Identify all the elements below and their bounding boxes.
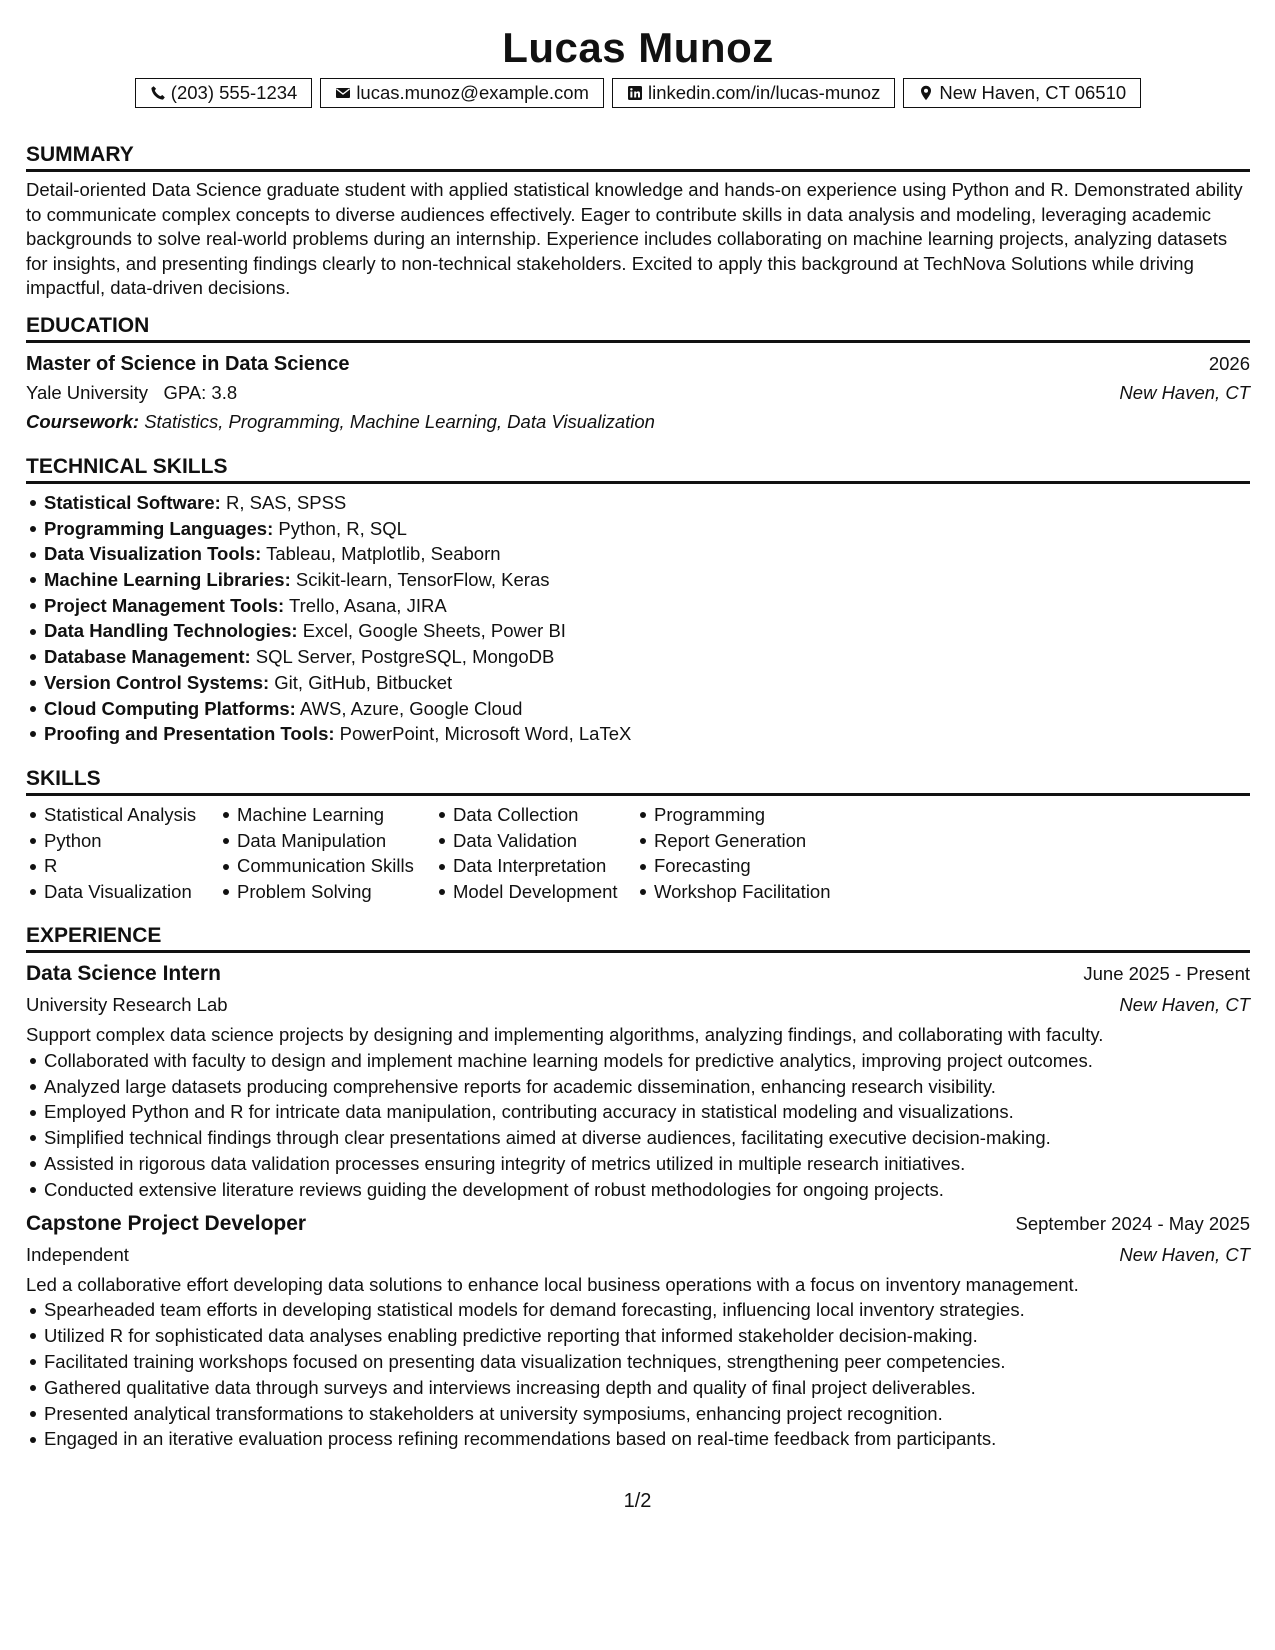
skills-section [26, 765, 1250, 905]
job-org: University Research Lab [26, 994, 228, 1015]
list-item: Analyzed large datasets producing comprehensive reports for academic dissemination, enhancing research visibility. [26, 1074, 1250, 1100]
school-name: Yale University [26, 382, 149, 403]
section-title: SKILLS [26, 765, 1250, 796]
summary-text: Detail-oriented Data Science graduate student with applied statistical knowledge and hands-on experience using Python and R. Demonstrated ability to communicate complex concepts to diverse audiences effectively. Eager to contribute skills in data analysis and modeling, leveraging academic backgrounds to solve real-world problems during an internship. Experience includes collaborating on machine learning projects, analyzing datasets for insights, and presenting findings clearly to non-technical stakeholders. Excited to apply this background at TechNova Solutions while driving impactful, data-driven decisions. [26, 179, 1243, 298]
list-item [26, 490, 1250, 516]
job-dates: June 2025 - Present [1083, 963, 1250, 984]
school-location: New Haven, CT [1119, 382, 1250, 403]
list-item: Machine Learning [219, 802, 435, 828]
degree-title: Master of Science in Data Science [26, 353, 350, 375]
skill-values: SQL Server, PostgreSQL, MongoDB [255, 646, 555, 668]
skills-column [636, 802, 856, 905]
job-location: New Haven, CT [1119, 994, 1250, 1015]
list-item [26, 644, 1250, 670]
list-item: Data Interpretation [435, 853, 636, 879]
list-item: Model Development [435, 879, 636, 905]
skill-category: Machine Learning Libraries: [44, 569, 291, 591]
skill-values: Trello, Asana, JIRA [289, 594, 447, 616]
job-bullets [26, 1048, 1250, 1203]
coursework-row [26, 407, 1250, 436]
degree-year: 2026 [1208, 353, 1250, 374]
skill-values: AWS, Azure, Google Cloud [299, 697, 523, 719]
job-header [26, 1209, 1250, 1239]
skill-category: Project Management Tools: [44, 594, 285, 616]
job-dates: September 2024 - May 2025 [1015, 1212, 1250, 1234]
list-item [26, 593, 1250, 619]
section-title: EXPERIENCE [26, 922, 1250, 953]
skill-values: Excel, Google Sheets, Power BI [302, 620, 566, 642]
skills-column [435, 802, 636, 905]
list-item: Employed Python and R for intricate data manipulation, contributing accuracy in statistical modeling and visualizations. [26, 1099, 1250, 1125]
technical-skills-section [26, 453, 1250, 747]
skill-category: Statistical Software: [44, 492, 221, 513]
section-title: EDUCATION [26, 312, 1250, 343]
experience-section [26, 922, 1250, 1452]
skill-category: Data Visualization Tools: [44, 543, 262, 565]
list-item: Assisted in rigorous data validation processes ensuring integrity of metrics utilized in multiple research initiatives. [26, 1151, 1250, 1177]
school-info [26, 378, 237, 407]
skill-values: PowerPoint, Microsoft Word, LaTeX [339, 723, 632, 745]
list-item: Facilitated training workshops focused on presenting data visualization techniques, strengthening peer competencies. [26, 1349, 1250, 1375]
summary-section [26, 141, 1250, 301]
job-entry [26, 1209, 1250, 1453]
list-item: Collaborated with faculty to design and implement machine learning models for predictive analytics, improving project outcomes. [26, 1048, 1250, 1074]
skill-category: Database Management: [44, 646, 251, 668]
list-item: Forecasting [636, 853, 856, 879]
list-item: R [26, 853, 219, 879]
list-item: Gathered qualitative data through surveys and interviews increasing depth and quality of final project deliverables. [26, 1375, 1250, 1401]
linkedin-text: linkedin.com/in/lucas-munoz [647, 82, 881, 103]
contact-bar [26, 78, 1250, 108]
map-pin-icon [918, 85, 934, 101]
list-item [26, 618, 1250, 644]
contact-email[interactable] [320, 78, 604, 108]
linkedin-icon [627, 85, 643, 101]
coursework-label: Coursework: [26, 411, 140, 432]
list-item [26, 516, 1250, 542]
candidate-name: Lucas Munoz [502, 24, 774, 71]
job-location: New Haven, CT [1119, 1243, 1250, 1265]
list-item [26, 696, 1250, 722]
job-subheader [26, 1239, 1250, 1270]
list-item: Problem Solving [219, 879, 435, 905]
page-number: 1/2 [623, 1490, 652, 1512]
list-item: Workshop Facilitation [636, 879, 856, 905]
list-item: Simplified technical findings through clear presentations aimed at diverse audiences, facilitating executive decision-making. [26, 1125, 1250, 1151]
job-title: Data Science Intern [26, 962, 221, 985]
skill-category: Data Handling Technologies: [44, 620, 298, 642]
technical-skills-list [26, 490, 1250, 747]
list-item: Statistical Analysis [26, 802, 219, 828]
degree-row [26, 349, 1250, 378]
list-item [26, 721, 1250, 747]
skill-category: Programming Languages: [44, 517, 274, 539]
job-subheader [26, 989, 1250, 1020]
list-item: Presented analytical transformations to stakeholders at university symposiums, enhancing project recognition. [26, 1401, 1250, 1427]
contact-linkedin[interactable] [612, 78, 895, 108]
list-item: Conducted extensive literature reviews guiding the development of robust methodologies for ongoing projects. [26, 1177, 1250, 1203]
list-item: Spearheaded team efforts in developing statistical models for demand forecasting, influencing local inventory strategies. [26, 1297, 1250, 1323]
job-header [26, 959, 1250, 989]
list-item: Report Generation [636, 828, 856, 854]
location-text: New Haven, CT 06510 [939, 82, 1127, 103]
phone-text: (203) 555-1234 [170, 82, 298, 103]
skills-grid [26, 802, 1250, 905]
job-bullets [26, 1297, 1250, 1452]
skill-values: Python, R, SQL [278, 517, 407, 539]
envelope-icon [335, 85, 351, 101]
list-item: Data Validation [435, 828, 636, 854]
skills-column [219, 802, 435, 905]
list-item [26, 567, 1250, 593]
skill-category: Version Control Systems: [44, 671, 270, 693]
contact-phone[interactable] [135, 78, 313, 108]
skill-category: Cloud Computing Platforms: [44, 697, 296, 719]
resume-page [26, 0, 1250, 1450]
contact-location [903, 78, 1141, 108]
list-item: Python [26, 828, 219, 854]
school-row [26, 378, 1250, 407]
list-item: Utilized R for sophisticated data analyses enabling predictive reporting that informed stakeholder decision-making. [26, 1323, 1250, 1349]
list-item: Communication Skills [219, 853, 435, 879]
email-text: lucas.munoz@example.com [356, 82, 589, 103]
job-title: Capstone Project Developer [26, 1211, 307, 1235]
list-item: Engaged in an iterative evaluation process refining recommendations based on real-time feedback from participants. [26, 1426, 1250, 1452]
job-org: Independent [26, 1243, 129, 1265]
list-item [26, 670, 1250, 696]
education-section [26, 312, 1250, 436]
list-item: Data Visualization [26, 879, 219, 905]
list-item: Programming [636, 802, 856, 828]
job-entry [26, 959, 1250, 1203]
skill-values: Git, GitHub, Bitbucket [274, 671, 453, 693]
coursework-list: Statistics, Programming, Machine Learning, Data Visualization [144, 411, 655, 432]
skill-values: R, SAS, SPSS [225, 492, 347, 513]
section-title: SUMMARY [26, 141, 1250, 172]
section-title: TECHNICAL SKILLS [26, 453, 1250, 484]
list-item [26, 541, 1250, 567]
list-item: Data Manipulation [219, 828, 435, 854]
gpa: GPA: 3.8 [163, 382, 238, 403]
skill-category: Proofing and Presentation Tools: [44, 723, 335, 745]
phone-icon [150, 85, 166, 101]
skill-values: Tableau, Matplotlib, Seaborn [266, 543, 501, 565]
skills-column [26, 802, 219, 905]
list-item: Data Collection [435, 802, 636, 828]
job-summary: Support complex data science projects by designing and implementing algorithms, analyzing findings, and collaborating with faculty. [26, 1024, 1104, 1045]
job-summary: Led a collaborative effort developing data solutions to enhance local business operations with a focus on inventory management. [26, 1273, 1079, 1295]
skill-values: Scikit-learn, TensorFlow, Keras [295, 569, 550, 591]
